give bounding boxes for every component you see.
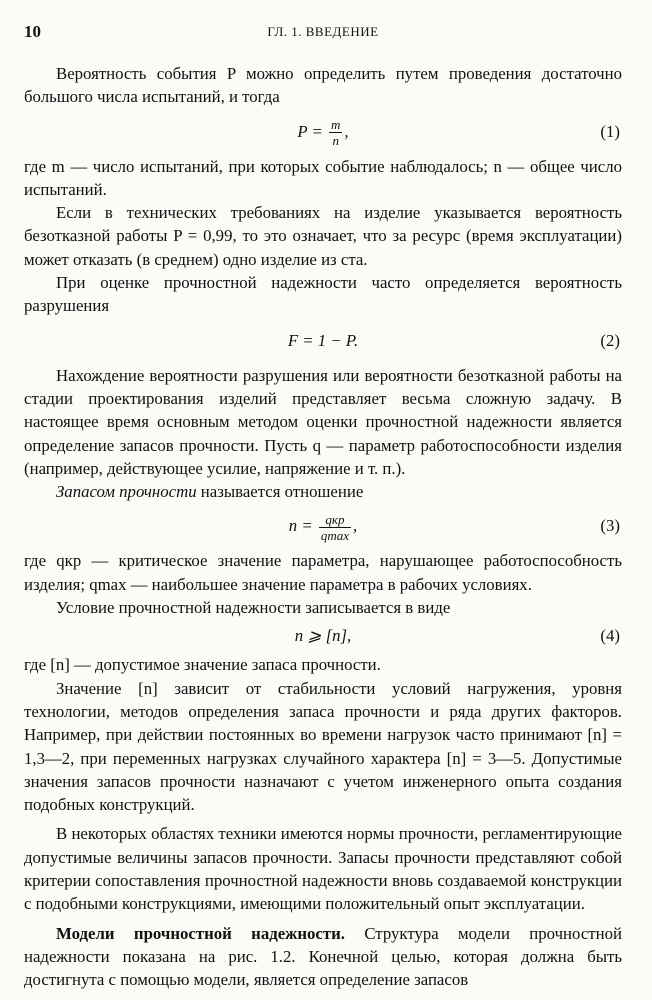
formula-3-denominator: qmax: [320, 528, 350, 544]
formula-2-expression: F = 1 − P.: [287, 330, 359, 350]
formula-1-lhs: P =: [297, 121, 323, 141]
section-heading-models: Модели прочностной надежности.: [56, 923, 345, 943]
paragraph-6-rest: называется отношение: [196, 482, 364, 502]
formula-1-number: (1): [600, 121, 620, 141]
paragraph-6: [24, 480, 622, 503]
formula-1: [24, 109, 622, 155]
formula-1-expression: [24, 109, 622, 155]
formula-3-number: (3): [600, 516, 620, 536]
formula-2: [24, 318, 622, 364]
formula-4: [24, 619, 622, 653]
paragraph-5: Нахождение вероятности разрушения или вероятности безотказной работы на стадии проектирования изделий представляет весьма сложную задачу. В настоящее время основным методом оценки прочностной надежности является определение запасов прочности. Пусть q — параметр работоспособности изделия (например, действующее усилие, напряжение и т. п.).: [24, 365, 622, 478]
formula-4-number: (4): [600, 626, 620, 646]
paragraph-2: где m — число испытаний, при которых событие наблюдалось; n — общее число испытаний.: [24, 156, 622, 199]
formula-4-expression: n ⩾ [n],: [294, 626, 352, 646]
paragraph-11: В некоторых областях техники имеются нормы прочности, регламентирующие допустимые величины запасов прочности. Запасы прочности представляют собой критерии сопоставления прочностной надежности вновь создаваемой конструкции с подобными конструкциями, имеющими положительный опыт эксплуатации.: [24, 824, 622, 914]
formula-3-fraction: [319, 512, 351, 543]
page-number: 10: [24, 22, 41, 41]
formula-1-denominator: n: [332, 133, 339, 149]
paragraph-8: Условие прочностной надежности записывается в виде: [56, 598, 451, 618]
formula-1-numerator: m: [331, 117, 341, 133]
paragraph-1: Вероятность события P можно определить путем проведения достаточно большого числа испытаний, и тогда: [24, 64, 622, 107]
formula-1-fraction: [329, 117, 342, 148]
formula-3: [24, 503, 622, 549]
page-header: [24, 18, 622, 40]
formula-3-tail: ,: [353, 516, 358, 536]
paragraph-9: где [n] — допустимое значение запаса прочности.: [24, 655, 381, 675]
formula-3-numerator: qкр: [319, 512, 351, 528]
formula-1-tail: ,: [344, 121, 349, 141]
paragraph-10: Значение [n] зависит от стабильности условий нагружения, уровня технологии, методов определения запаса прочности и ряда других факторов. Например, при действии постоянных во времени нагрузок часто принимают [n] = 1,3—2, при переменных нагрузках случайного характера [n] = 3—5. Допустимые значения запасов прочности назначают с учетом инженерного опыта создания подобных конструкций.: [24, 678, 622, 815]
running-title: ГЛ. 1. ВВЕДЕНИЕ: [267, 24, 379, 39]
paragraph-4: При оценке прочностной надежности часто определяется вероятность разрушения: [24, 273, 622, 316]
formula-2-number: (2): [600, 330, 620, 350]
formula-3-expression: [24, 503, 622, 549]
paragraph-12-rest: Структура модели прочностной надежности показана на рис. 1.2. Конечной целью, которая должна быть достигнута с помощью модели, является определение запасов: [24, 923, 622, 990]
term-safety-factor: Запасом прочности: [56, 482, 197, 502]
formula-3-lhs: n =: [288, 516, 313, 536]
body-text: [24, 62, 622, 992]
paragraph-3: Если в технических требованиях на изделие указывается вероятность безотказной работы P = 0,99, то это означает, что за ресурс (время эксплуатации) может отказать (в среднем) одно изделие из ста.: [24, 203, 622, 269]
paragraph-7: где qкр — критическое значение параметра, нарушающее работоспособность изделия; qmax — наибольшее значение параметра в рабочих условиях.: [24, 551, 622, 594]
paragraph-12: [24, 922, 622, 992]
